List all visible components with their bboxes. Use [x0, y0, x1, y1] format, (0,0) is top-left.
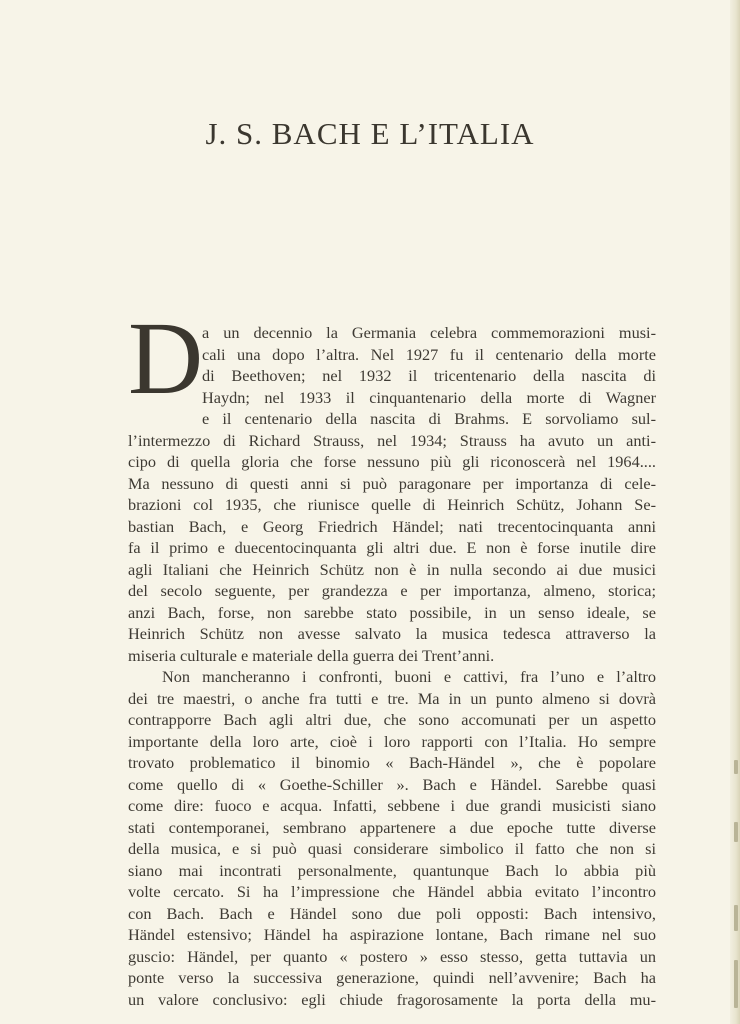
drop-cap: D [128, 301, 204, 416]
text-line: agli Italiani che Heinrich Schütz non è in nulla secondo ai due musici [128, 559, 656, 579]
text-line: di Beethoven; nel 1932 il tricentenario della nascita di [202, 366, 656, 385]
edge-mark [734, 960, 738, 1008]
edge-mark [734, 905, 738, 931]
text-line: miseria culturale e materiale della guerra dei Trent’anni. [128, 645, 495, 665]
text-line: della musica, e si può quasi considerare simbolico il fatto che non si [128, 839, 656, 858]
body-text [128, 322, 656, 1010]
page-edge [730, 0, 740, 1024]
text-line: Händel estensivo; Händel ha aspirazione lontane, Bach rimane nel suo [128, 925, 656, 944]
text-line: Heinrich Schütz non avesse salvato la musica tedesca attraverso la [128, 624, 656, 643]
text-line: cali una dopo l’altra. Nel 1927 fu il centenario della morte [202, 344, 656, 364]
text-line: trovato problematico il binomio « Bach-Händel », che è popolare [128, 753, 656, 772]
text-line: anzi Bach, forse, non sarebbe stato possibile, in un senso ideale, se [128, 602, 656, 622]
text-line: un valore conclusivo: egli chiude fragorosamente la porta della mu- [128, 989, 656, 1009]
edge-mark [734, 760, 738, 774]
text-line: e il centenario della nascita di Brahms. E sorvoliamo sul- [202, 409, 656, 428]
text-line: Non mancheranno i confronti, buoni e cattivi, fra l’uno e l’altro [162, 667, 656, 686]
text-line: brazioni col 1935, che riunisce quelle di Heinrich Schütz, Johann Se- [128, 495, 656, 514]
text-line: come quello di « Goethe-Schiller ». Bach e Händel. Sarebbe quasi [128, 774, 656, 794]
text-line: bastian Bach, e Georg Friedrich Händel; nati trecentocinquanta anni [128, 516, 656, 536]
text-line: Haydn; nel 1933 il cinquantenario della morte di Wagner [202, 387, 656, 407]
edge-mark [734, 822, 738, 842]
text-line: dei tre maestri, o anche fra tutti e tre. Ma in un punto almeno si dovrà [128, 688, 656, 708]
text-line: contrapporre Bach agli altri due, che sono accomunati per un aspetto [128, 710, 656, 729]
text-line: Ma nessuno di questi anni si può paragonare per importanza di cele- [128, 473, 656, 493]
text-line: come dire: fuoco e acqua. Infatti, sebbene i due grandi musicisti siano [128, 796, 656, 815]
paragraph-2 [128, 666, 656, 1010]
paragraph-1 [128, 322, 656, 666]
text-line: con Bach. Bach e Händel sono due poli opposti: Bach intensivo, [128, 903, 656, 923]
text-line: importante della loro arte, cioè i loro rapporti con l’Italia. Ho sempre [128, 731, 656, 751]
text-line: cipo di quella gloria che forse nessuno più gli riconoscerà nel 1964.... [128, 452, 656, 471]
text-line: fa il primo e duecentocinquanta gli altri due. E non è forse inutile dire [128, 538, 656, 557]
text-line: ponte verso la successiva generazione, quindi nell’avvenire; Bach ha [128, 968, 656, 987]
text-line: stati contemporanei, sembrano appartenere a due epoche tutte diverse [128, 817, 656, 837]
text-line: a un decennio la Germania celebra commemorazioni musi- [202, 323, 656, 342]
text-line: del secolo seguente, per grandezza e per importanza, almeno, storica; [128, 581, 656, 600]
text-line: l’intermezzo di Richard Strauss, nel 1934; Strauss ha avuto un anti- [128, 430, 656, 450]
text-line: volte cercato. Si ha l’impressione che Händel abbia evitato l’incontro [128, 882, 656, 901]
text-line: siano mai incontrati personalmente, quantunque Bach lo abbia più [128, 860, 656, 880]
text-line: guscio: Händel, per quanto « postero » esso stesso, getta tuttavia un [128, 946, 656, 966]
page-title: J. S. BACH E L’ITALIA [205, 116, 535, 151]
